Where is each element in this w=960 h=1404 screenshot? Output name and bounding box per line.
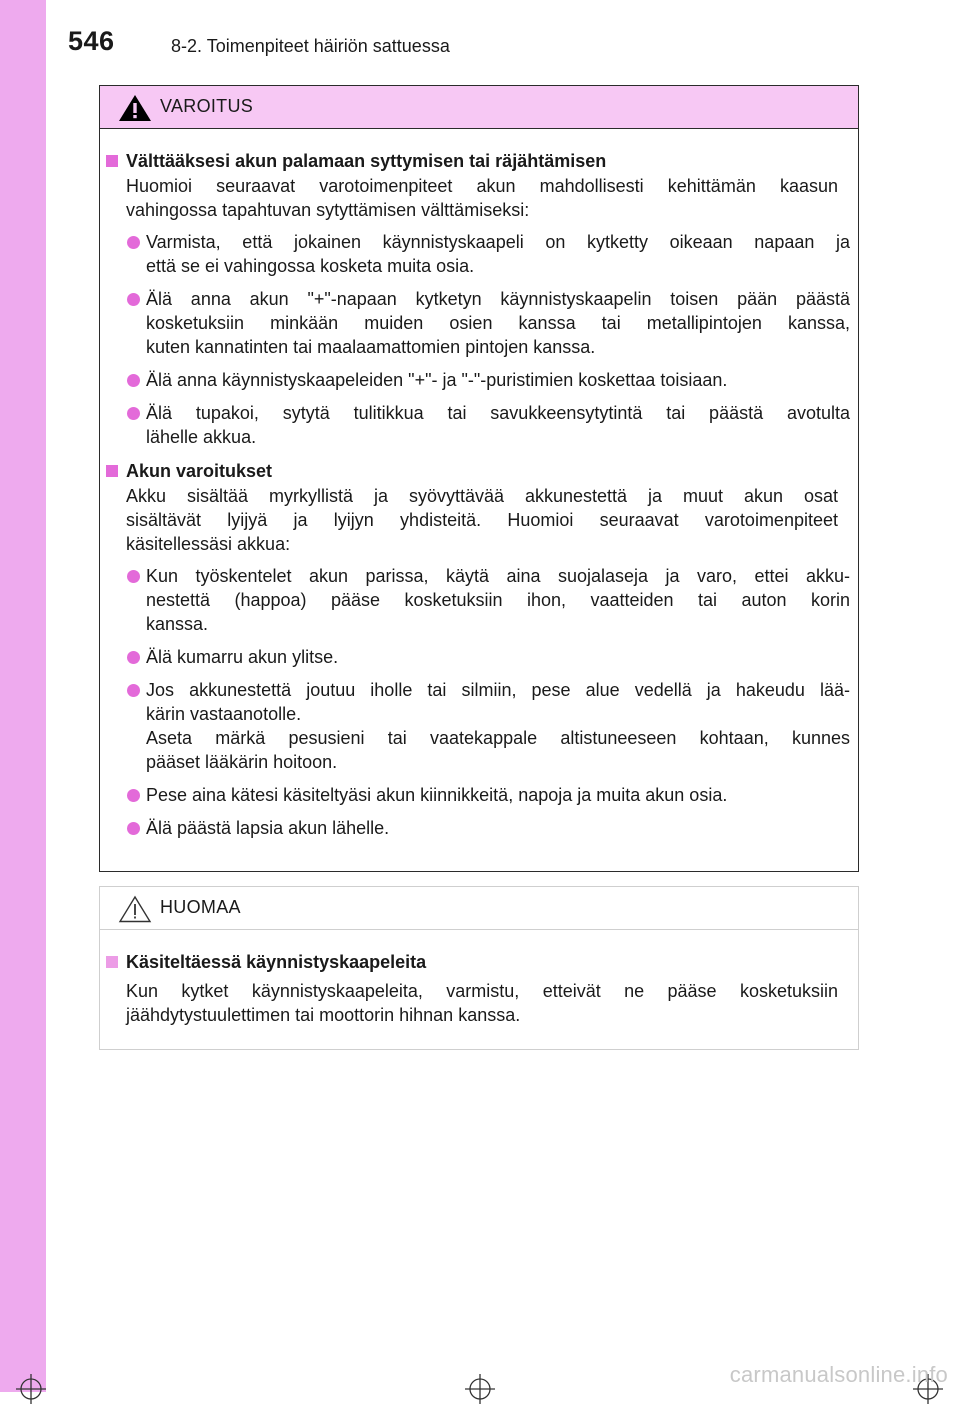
round-bullet-icon: [127, 651, 140, 664]
registration-mark-icon: [16, 1374, 46, 1404]
chapter-sidebar: [0, 0, 46, 1392]
bullet-item: Älä tupakoi, sytytä tulitikkua tai savukkeensytytintä tai päästä avotulta lähelle akkua.: [106, 401, 850, 449]
bullet-item: Älä päästä lapsia akun lähelle.: [106, 816, 850, 840]
warning-section-heading: Välttääksesi akun palamaan syttymisen tai räjähtämisen: [106, 148, 850, 174]
bullet-item: Älä kumarru akun ylitse.: [106, 645, 850, 669]
notice-heading: Käsiteltäessä käynnistyskaapeleita: [106, 949, 850, 975]
warning-body: [106, 148, 850, 849]
bullet-item: Jos akkunestettä joutuu iholle tai silmiin, pese alue vedellä ja hakeudu lää- kärin vastaanotolle. Aseta märkä pesusieni tai vaatekappale altistuneeseen kohtaan, kunnes pääset lääkärin hoitoon.: [106, 678, 850, 774]
warning-section-intro: Huomioi seuraavat varotoimenpiteet akun mahdollisesti kehittämän kaasun vahingossa tapahtuvan sytyttämisen välttämiseksi:: [126, 176, 838, 220]
warning-label: VAROITUS: [160, 96, 254, 116]
square-bullet-icon: [106, 465, 118, 477]
watermark: carmanualsonline.info: [729, 1362, 948, 1387]
round-bullet-icon: [127, 374, 140, 387]
notice-label: HUOMAA: [160, 897, 241, 917]
bullet-item: Kun työskentelet akun parissa, käytä aina suojalaseja ja varo, ettei akku- nestettä (happoa) pääse kosketuksiin ihon, vaatteiden tai auton korin kanssa.: [106, 564, 850, 636]
bullet-item: Älä anna akun "+"-napaan kytketyn käynnistyskaapelin toisen pään päästä kosketuksiin minkään muiden osien kanssa tai metallipintojen kanssa, kuten kannatinten tai maalaamattomien pintojen kanssa.: [106, 287, 850, 359]
bullet-item: Varmista, että jokainen käynnistyskaapeli on kytketty oikeaan napaan ja että se ei vahingossa kosketa muita osia.: [106, 230, 850, 278]
warning-triangle-icon: [118, 94, 152, 122]
notice-body: [106, 949, 850, 1027]
warning-header: [100, 86, 858, 129]
warning-section-intro: Akku sisältää myrkyllistä ja syövyttävää akkunestettä ja muut akun osat sisältävät lyijyä ja lyijyn yhdisteitä. Huomioi seuraavat varotoimenpiteet käsitellessäsi akkua:: [126, 486, 838, 554]
square-bullet-icon: [106, 956, 118, 968]
round-bullet-icon: [127, 822, 140, 835]
round-bullet-icon: [127, 570, 140, 583]
notice-box: [99, 886, 859, 1050]
round-bullet-icon: [127, 293, 140, 306]
bullet-item: Älä anna käynnistyskaapeleiden "+"- ja "-"-puristimien koskettaa toisiaan.: [106, 368, 850, 392]
round-bullet-icon: [127, 684, 140, 697]
notice-text: Kun kytket käynnistyskaapeleita, varmistu, etteivät ne pääse kosketuksiin jäähdytystuulettimen tai moottorin hihnan kanssa.: [126, 981, 838, 1025]
section-title: 8-2. Toimenpiteet häiriön sattuessa: [171, 36, 450, 56]
caution-outline-icon: [118, 895, 152, 923]
bullet-item: Pese aina kätesi käsiteltyäsi akun kiinnikkeitä, napoja ja muita akun osia.: [106, 783, 850, 807]
registration-mark-icon: [465, 1374, 495, 1404]
round-bullet-icon: [127, 236, 140, 249]
square-bullet-icon: [106, 155, 118, 167]
round-bullet-icon: [127, 407, 140, 420]
notice-header: [100, 887, 858, 930]
round-bullet-icon: [127, 789, 140, 802]
warning-section-heading: Akun varoitukset: [106, 458, 850, 484]
warning-box: [99, 85, 859, 872]
page-number: 546: [68, 26, 115, 56]
